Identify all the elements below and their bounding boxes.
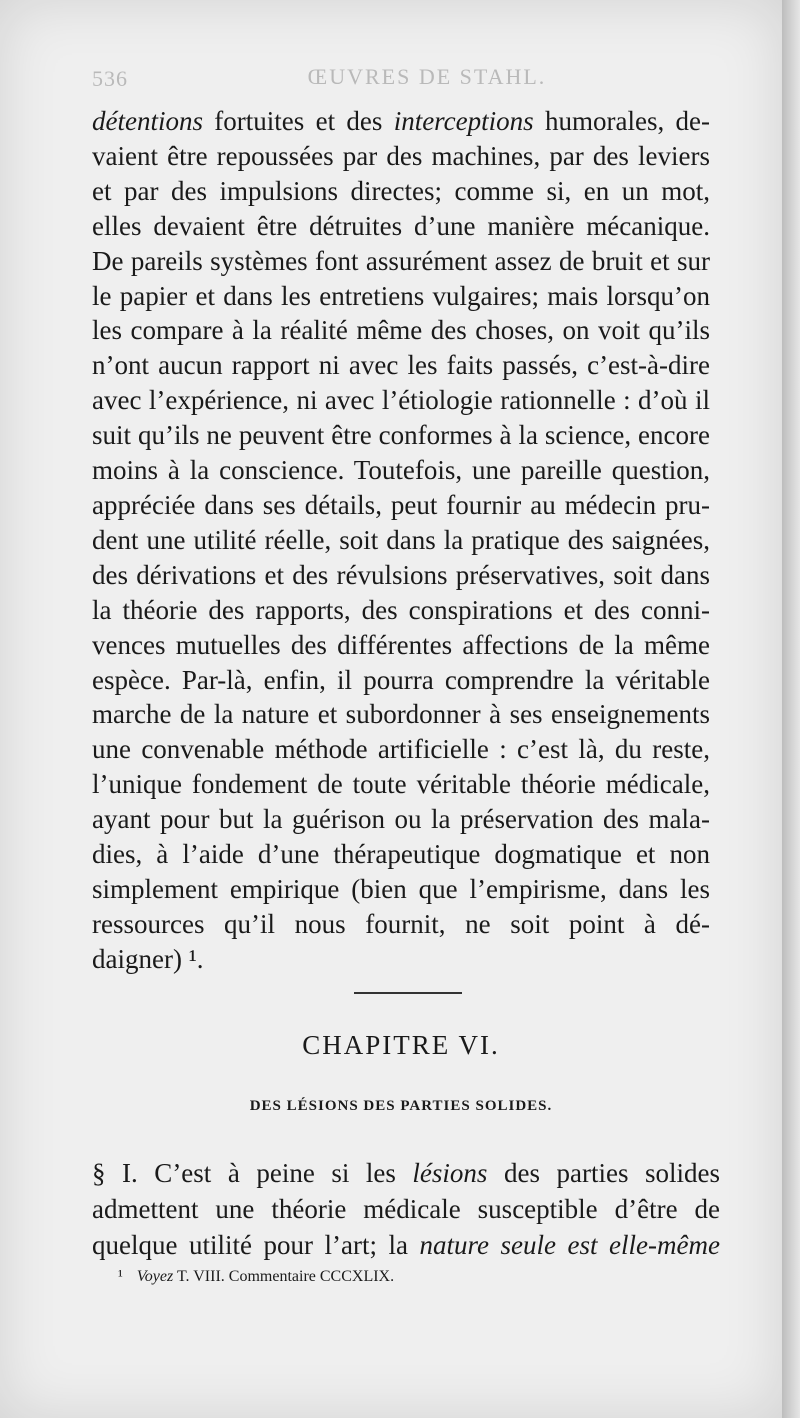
running-title: ŒUVRES DE STAHL. — [307, 64, 547, 89]
chapter-subtitle: DES LÉSIONS DES PARTIES SOLIDES. — [249, 1098, 553, 1114]
footnote-marker: ¹ — [118, 1268, 123, 1285]
body-line — [92, 558, 710, 593]
body-line — [92, 593, 710, 628]
body-line — [92, 767, 710, 802]
chapter-title: CHAPITRE VI. — [302, 1030, 500, 1060]
text-run: des parties solides — [487, 1158, 720, 1188]
text-run: daigner) ¹. — [92, 943, 204, 974]
text-run: quelque utilité pour l’art; la — [92, 1230, 420, 1260]
text-run: simplement empirique (bien que l’empirisme, dans les — [92, 873, 710, 904]
italic-text: interceptions — [393, 106, 534, 136]
text-run: § I. C’est à peine si les — [92, 1158, 413, 1188]
text-run: des dérivations et des révulsions préservatives, soit dans — [92, 559, 710, 590]
body-line — [92, 174, 710, 209]
body-line — [92, 279, 710, 314]
body-line — [92, 313, 710, 348]
section-paragraph — [92, 1155, 720, 1263]
footnote-text: T. VIII. Commentaire CCCXLIX. — [173, 1268, 395, 1285]
italic-text: détentions — [92, 106, 203, 136]
body-line — [92, 244, 710, 279]
text-run: la théorie des rapports, des conspirations et des conni- — [92, 594, 710, 625]
text-run: humorales, de- — [533, 106, 710, 136]
body-line — [92, 383, 710, 418]
body-line — [92, 697, 710, 732]
text-run: vences mutuelles des différentes affections de la même — [92, 629, 710, 660]
body-line — [92, 942, 710, 977]
body-line — [92, 209, 710, 244]
text-run: suit qu’ils ne peuvent être conformes à la science, encore — [92, 420, 710, 451]
text-run: dent une utilité réelle, soit dans la pratique des saignées, — [92, 524, 710, 555]
text-run: ayant pour but la guérison ou la préservation des mala- — [92, 804, 710, 835]
page-number: 536 — [92, 66, 128, 91]
section-line — [92, 1155, 720, 1191]
body-line — [92, 837, 710, 872]
text-run: elles devaient être détruites d’une manière mécanique. — [92, 210, 710, 241]
text-run: les compare à la réalité même des choses, on voit qu’ils — [92, 315, 710, 346]
running-header — [92, 64, 702, 94]
text-run: l’unique fondement de toute véritable théorie médicale, — [92, 769, 710, 800]
page-edge — [782, 0, 800, 1418]
section-line — [92, 1191, 720, 1227]
text-run: appréciée dans ses détails, peut fournir au médecin pru- — [92, 489, 710, 520]
body-line — [92, 139, 710, 174]
text-run: n’ont aucun rapport ni avec les faits passés, c’est-à-dire — [92, 350, 710, 381]
text-run: vaient être repoussées par des machines, par des leviers — [92, 140, 710, 171]
body-paragraph — [92, 104, 710, 977]
text-run: admettent une théorie médicale susceptible d’être de — [92, 1194, 720, 1224]
text-run: avec l’expérience, ni avec l’étiologie rationnelle : d’où il — [92, 385, 710, 416]
body-line — [92, 732, 710, 767]
body-line — [92, 802, 710, 837]
body-line — [92, 488, 710, 523]
italic-text: nature seule est elle-même — [419, 1230, 720, 1260]
text-run: une convenable méthode artificielle : c’est là, du reste, — [92, 734, 710, 765]
footnote — [118, 1268, 678, 1286]
body-line — [92, 348, 710, 383]
text-run: De pareils systèmes font assurément assez de bruit et sur — [92, 245, 710, 276]
body-line — [92, 523, 710, 558]
footnote-italic: Voyez — [136, 1268, 174, 1285]
body-line — [92, 663, 710, 698]
section-divider — [354, 992, 462, 994]
body-line — [92, 418, 710, 453]
body-line — [92, 104, 710, 139]
section-line — [92, 1227, 720, 1263]
text-run: marche de la nature et subordonner à ses enseignements — [92, 699, 710, 730]
body-line — [92, 453, 710, 488]
body-line — [92, 907, 710, 942]
italic-text: lésions — [412, 1158, 488, 1188]
body-line — [92, 872, 710, 907]
body-line — [92, 628, 710, 663]
text-run: dies, à l’aide d’une thérapeutique dogmatique et non — [92, 839, 710, 870]
text-run: moins à la conscience. Toutefois, une pareille question, — [92, 455, 710, 486]
text-run: fortuites et des — [202, 106, 394, 136]
text-run: le papier et dans les entretiens vulgaires; mais lorsqu’on — [92, 280, 710, 311]
text-run: et par des impulsions directes; comme si, en un mot, — [92, 175, 710, 206]
text-run: ressources qu’il nous fournit, ne soit point à dé- — [92, 908, 710, 939]
text-run: espèce. Par-là, enfin, il pourra comprendre la véritable — [92, 664, 710, 695]
